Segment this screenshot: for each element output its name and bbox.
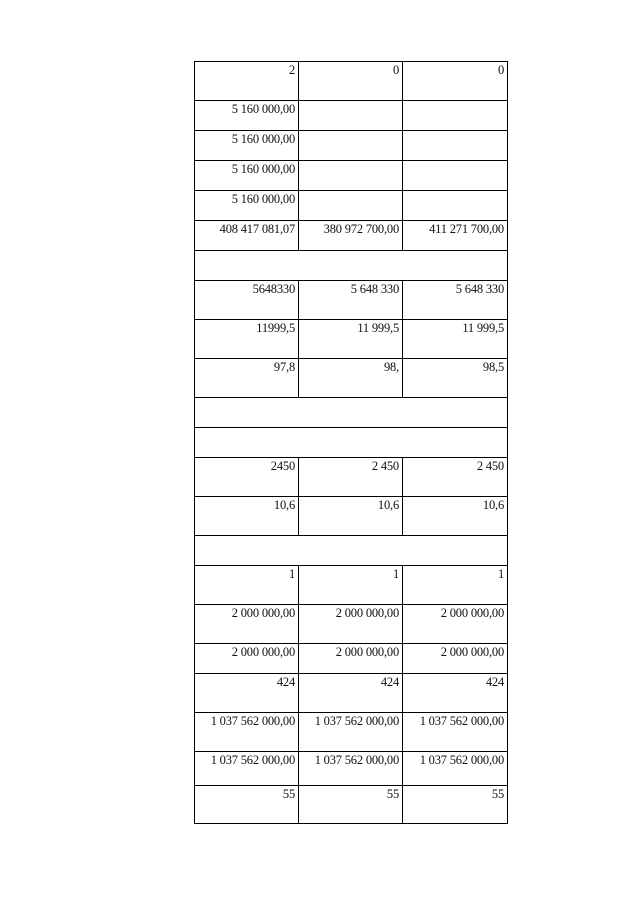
table-cell: 5 160 000,00 (195, 161, 299, 191)
table-cell: 5648330 (195, 281, 299, 320)
table-cell (299, 131, 403, 161)
table-row (195, 566, 508, 605)
table-cell: 0 (299, 62, 403, 101)
table-row (195, 191, 508, 221)
table-cell: 0 (403, 62, 508, 101)
table-row (195, 458, 508, 497)
table-cell: 11 999,5 (299, 320, 403, 359)
table-cell: 1 037 562 000,00 (403, 713, 508, 752)
table-row (195, 101, 508, 131)
table-row (195, 221, 508, 251)
table-cell (299, 191, 403, 221)
table-cell (299, 161, 403, 191)
table-cell: 1 037 562 000,00 (195, 713, 299, 752)
table-cell: 10,6 (403, 497, 508, 536)
table-cell: 10,6 (195, 497, 299, 536)
table-cell: 1 (299, 566, 403, 605)
table-cell (403, 191, 508, 221)
table-cell (403, 101, 508, 131)
merged-cell (195, 428, 508, 458)
merged-cell (195, 398, 508, 428)
table-cell: 380 972 700,00 (299, 221, 403, 251)
table-cell: 1 (403, 566, 508, 605)
table-row (195, 161, 508, 191)
table-cell: 2 000 000,00 (403, 605, 508, 644)
table-row (195, 398, 508, 428)
table-row (195, 281, 508, 320)
table-cell (403, 161, 508, 191)
table-cell: 424 (195, 674, 299, 713)
table-row (195, 131, 508, 161)
table-cell: 1 037 562 000,00 (403, 752, 508, 786)
table-cell: 424 (403, 674, 508, 713)
table-cell: 1 037 562 000,00 (195, 752, 299, 786)
table-cell: 2450 (195, 458, 299, 497)
table-cell: 2 450 (299, 458, 403, 497)
table-row (195, 359, 508, 398)
table-cell: 2 000 000,00 (195, 644, 299, 674)
table-row (195, 752, 508, 786)
table-row (195, 62, 508, 101)
table-row (195, 713, 508, 752)
table-row (195, 251, 508, 281)
table-cell: 5 648 330 (403, 281, 508, 320)
table-row (195, 428, 508, 458)
table-row (195, 786, 508, 824)
table-cell (299, 101, 403, 131)
table-cell: 2 000 000,00 (403, 644, 508, 674)
table-cell: 5 160 000,00 (195, 191, 299, 221)
table-cell: 55 (195, 786, 299, 824)
table-row (195, 605, 508, 644)
table-cell: 1 (195, 566, 299, 605)
table-cell: 5 648 330 (299, 281, 403, 320)
table-cell: 55 (403, 786, 508, 824)
table-cell: 5 160 000,00 (195, 131, 299, 161)
table-cell: 11 999,5 (403, 320, 508, 359)
table-cell: 2 000 000,00 (299, 644, 403, 674)
table-row (195, 320, 508, 359)
table-cell: 55 (299, 786, 403, 824)
data-table (194, 61, 508, 824)
merged-cell (195, 536, 508, 566)
table-row (195, 497, 508, 536)
table-cell: 2 (195, 62, 299, 101)
table-cell: 10,6 (299, 497, 403, 536)
table-row (195, 536, 508, 566)
table-cell: 98, (299, 359, 403, 398)
table-cell: 2 000 000,00 (195, 605, 299, 644)
table-cell: 2 450 (403, 458, 508, 497)
merged-cell (195, 251, 508, 281)
table-cell (403, 131, 508, 161)
table-cell: 5 160 000,00 (195, 101, 299, 131)
table-cell: 408 417 081,07 (195, 221, 299, 251)
table-cell: 11999,5 (195, 320, 299, 359)
table-cell: 1 037 562 000,00 (299, 713, 403, 752)
table-body (195, 62, 508, 824)
table-cell: 97,8 (195, 359, 299, 398)
table-cell: 98,5 (403, 359, 508, 398)
table-cell: 424 (299, 674, 403, 713)
table-row (195, 644, 508, 674)
table-row (195, 674, 508, 713)
table-cell: 411 271 700,00 (403, 221, 508, 251)
table-cell: 1 037 562 000,00 (299, 752, 403, 786)
table-cell: 2 000 000,00 (299, 605, 403, 644)
